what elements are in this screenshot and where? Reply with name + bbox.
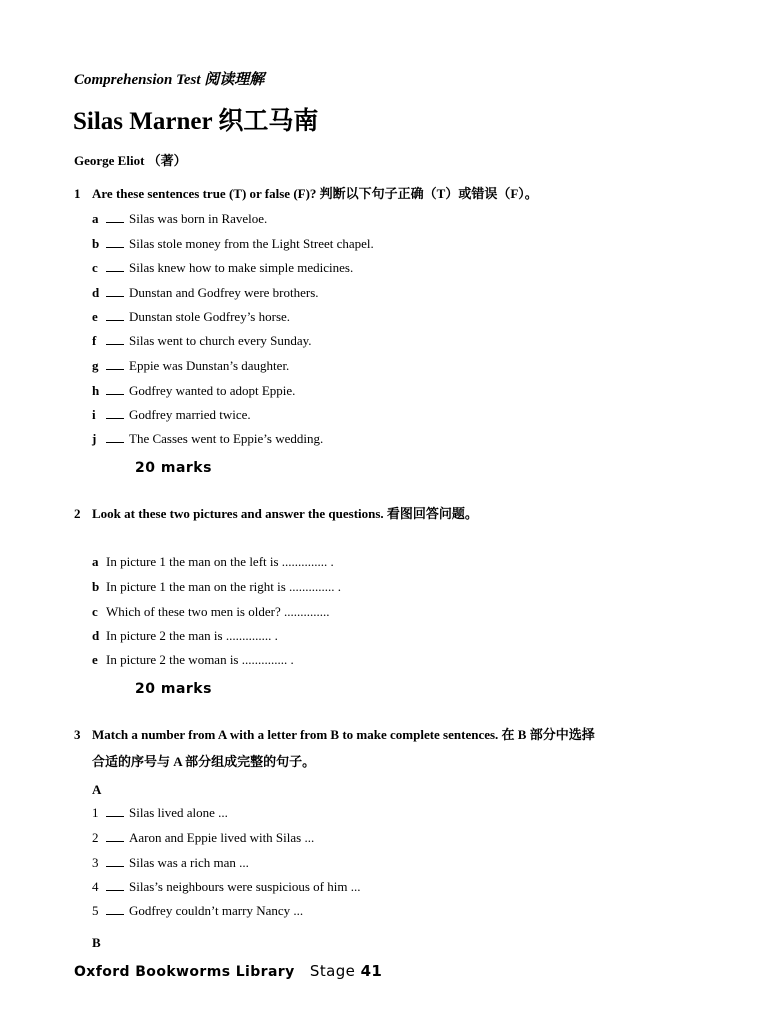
item-text: Silas knew how to make simple medicines. (129, 260, 354, 275)
item-text: Aaron and Eppie lived with Silas ... (129, 830, 315, 845)
item-text: Silas was a rich man ... (129, 855, 249, 870)
item-text: In picture 1 the man on the right is .............. . (106, 579, 342, 594)
q1-item-b (92, 236, 374, 252)
q2-marks: 20 marks (135, 681, 212, 697)
page-footer (74, 962, 382, 980)
item-text: In picture 2 the woman is .............. . (106, 652, 294, 667)
item-text: Silas lived alone ... (129, 805, 228, 820)
q2-item-e (92, 652, 294, 668)
item-text: Silas stole money from the Light Street chapel. (129, 236, 374, 251)
q1-item-h (92, 383, 295, 399)
item-label: f (92, 333, 97, 348)
item-text: The Casses went to Eppie’s wedding. (129, 431, 324, 446)
q2-item-a (92, 554, 334, 570)
item-label: 3 (92, 855, 99, 870)
item-label: 4 (92, 879, 99, 894)
question-prompt: Are these sentences true (T) or false (F)? 判断以下句子正确（T）或错误（F）。 (92, 186, 538, 201)
item-text: In picture 1 the man on the left is .............. . (106, 554, 334, 569)
item-label: e (92, 309, 98, 324)
item-label: d (92, 628, 100, 643)
stage-label: Stage (309, 962, 356, 980)
answer-blank[interactable] (106, 831, 124, 842)
q1-item-f (92, 333, 312, 349)
q2-item-c (92, 604, 329, 620)
item-label: c (92, 260, 98, 275)
group-b-heading: B (92, 935, 101, 950)
answer-blank[interactable] (106, 806, 124, 817)
stage-number: 4 (360, 962, 372, 980)
item-label: 2 (92, 830, 99, 845)
q3-item-1 (92, 805, 228, 821)
answer-blank[interactable] (106, 359, 124, 370)
question-1 (74, 183, 538, 202)
item-text: Godfrey wanted to adopt Eppie. (129, 383, 296, 398)
item-text: Eppie was Dunstan’s daughter. (129, 358, 290, 373)
item-label: 5 (92, 903, 99, 918)
item-label: a (92, 211, 99, 226)
q3-item-4 (92, 879, 360, 895)
item-label: d (92, 285, 100, 300)
answer-blank[interactable] (106, 408, 124, 419)
question-number: 3 (74, 727, 81, 742)
item-text: Dunstan stole Godfrey’s horse. (129, 309, 291, 324)
question-2 (74, 503, 478, 522)
test-subtitle: Comprehension Test 阅读理解 (74, 72, 265, 88)
answer-blank[interactable] (106, 334, 124, 345)
item-label: a (92, 554, 99, 569)
q3-item-2 (92, 830, 314, 846)
item-label: b (92, 236, 100, 251)
item-text: Which of these two men is older? .............. (106, 604, 330, 619)
question-3 (74, 724, 595, 743)
answer-blank[interactable] (106, 856, 124, 867)
q3-item-3 (92, 855, 249, 871)
item-text: Silas was born in Raveloe. (129, 211, 268, 226)
q1-item-g (92, 358, 289, 374)
q2-item-b (92, 579, 341, 595)
answer-blank[interactable] (106, 432, 124, 443)
item-label: c (92, 604, 98, 619)
q2-item-d (92, 628, 278, 644)
item-label: i (92, 407, 96, 422)
item-label: 1 (92, 805, 99, 820)
answer-blank[interactable] (106, 880, 124, 891)
item-label: g (92, 358, 99, 373)
question-number: 2 (74, 506, 81, 521)
q3-item-5 (92, 903, 303, 919)
answer-blank[interactable] (106, 286, 124, 297)
question-prompt: Match a number from A with a letter from B to make complete sentences. 在 B 部分中选择 (92, 727, 595, 742)
item-text: Dunstan and Godfrey were brothers. (129, 285, 319, 300)
item-text: Silas’s neighbours were suspicious of him ... (129, 879, 361, 894)
item-text: In picture 2 the man is .............. . (106, 628, 278, 643)
q1-item-d (92, 285, 319, 301)
item-label: h (92, 383, 100, 398)
q1-item-j (92, 431, 323, 447)
q1-item-a (92, 211, 267, 227)
author: George Eliot （著） (74, 153, 187, 168)
item-label: e (92, 652, 98, 667)
question-prompt: Look at these two pictures and answer the questions. 看图回答问题。 (92, 506, 478, 521)
group-a-heading: A (92, 782, 102, 797)
page-number: 1 (371, 962, 383, 980)
answer-blank[interactable] (106, 212, 124, 223)
answer-blank[interactable] (106, 904, 124, 915)
item-text: Silas went to church every Sunday. (129, 333, 312, 348)
question-3-prompt-cont: 合适的序号与 A 部分组成完整的句子。 (92, 754, 316, 769)
item-label: j (92, 431, 97, 446)
q1-item-i (92, 407, 251, 423)
book-title: Silas Marner 织工马南 (73, 108, 319, 135)
answer-blank[interactable] (106, 384, 124, 395)
q1-item-e (92, 309, 290, 325)
item-label: b (92, 579, 100, 594)
q1-marks: 20 marks (135, 460, 212, 476)
question-number: 1 (74, 186, 81, 201)
item-text: Godfrey married twice. (129, 407, 251, 422)
item-text: Godfrey couldn’t marry Nancy ... (129, 903, 304, 918)
answer-blank[interactable] (106, 261, 124, 272)
answer-blank[interactable] (106, 310, 124, 321)
q1-item-c (92, 260, 353, 276)
library-name: Oxford Bookworms Library (74, 964, 295, 980)
answer-blank[interactable] (106, 237, 124, 248)
